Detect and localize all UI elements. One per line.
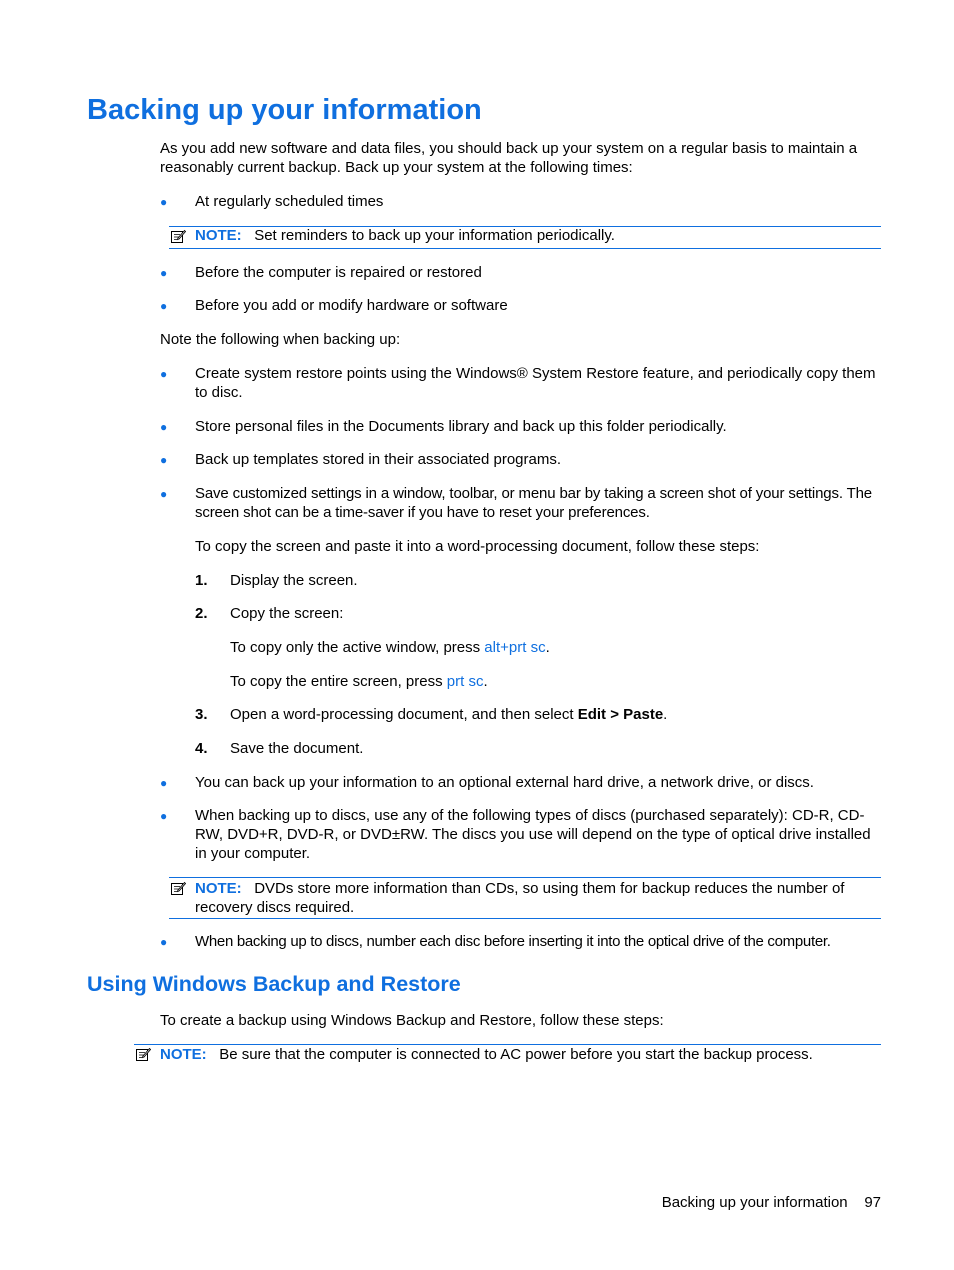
step-detail-text: To copy only the active window, press (230, 639, 485, 656)
note-body: Set reminders to back up your information periodically. (254, 227, 615, 244)
step-detail-text: To copy the entire screen, press (230, 673, 447, 690)
step-number: 3. (195, 706, 208, 723)
bullet-icon: ● (160, 935, 168, 949)
note-following-paragraph: Note the following when backing up: (160, 331, 401, 348)
period: . (545, 639, 550, 656)
bullet-icon: ● (160, 367, 168, 381)
note-text (195, 226, 885, 245)
intro-paragraph: As you add new software and data files, you should back up your system on a regular basis to maintain a reasonably current backup. Back up your system at the following times: (160, 140, 858, 176)
list-item: Store personal files in the Documents library and back up this folder periodically. (195, 418, 727, 435)
note-label: NOTE: (160, 1046, 207, 1063)
copy-intro-paragraph: To copy the screen and paste it into a word-processing document, follow these steps: (195, 538, 760, 555)
note-icon (170, 880, 186, 896)
step-text: Save the document. (230, 740, 364, 757)
step-number: 2. (195, 605, 208, 622)
section-title: Using Windows Backup and Restore (87, 972, 461, 996)
bullet-icon: ● (160, 266, 168, 280)
page-footer (662, 1193, 881, 1212)
step-detail (230, 638, 550, 657)
list-item: Before the computer is repaired or restored (195, 264, 482, 281)
bullet-icon: ● (160, 453, 168, 467)
bullet-icon: ● (160, 809, 168, 823)
note-label: NOTE: (195, 880, 242, 897)
list-item: Create system restore points using the Windows® System Restore feature, and periodically copy them to disc. (195, 365, 876, 401)
key-combo: alt+prt sc (484, 639, 546, 656)
page-title: Backing up your information (87, 94, 482, 126)
footer-section: Backing up your information (661, 1194, 848, 1211)
note-icon (170, 228, 186, 244)
list-item: Back up templates stored in their associated programs. (195, 451, 562, 468)
bullet-icon: ● (160, 776, 168, 790)
step-text: Copy the screen: (230, 605, 344, 622)
note-icon (135, 1046, 151, 1062)
period: . (483, 673, 488, 690)
step-text-prefix: Open a word-processing document, and then select (230, 706, 578, 723)
list-item: Save customized settings in a window, toolbar, or menu bar by taking a screen shot of your settings. The screen shot can be a time-saver if you have to reset your preferences. (195, 485, 873, 521)
step-number: 1. (195, 572, 208, 589)
step-number: 4. (195, 740, 208, 757)
period: . (663, 706, 668, 723)
list-item: You can back up your information to an optional external hard drive, a network drive, or discs. (195, 774, 814, 791)
bullet-icon: ● (160, 195, 168, 209)
step-text (230, 705, 667, 724)
note-body: DVDs store more information than CDs, so using them for backup reduces the number of recovery discs required. (195, 880, 845, 916)
note-text (195, 879, 885, 917)
bullet-icon: ● (160, 420, 168, 434)
key-combo: prt sc (446, 673, 484, 690)
note-body: Be sure that the computer is connected to AC power before you start the backup process. (219, 1046, 813, 1063)
page-number: 97 (864, 1194, 881, 1211)
bullet-icon: ● (160, 487, 168, 501)
menu-path: Edit > Paste (577, 706, 664, 723)
list-item: When backing up to discs, use any of the following types of discs (purchased separately): CD-R, CD-RW, DVD+R, DVD-R, or DVD±RW. The discs you use will depend on the type of optical drive installed in your computer. (195, 807, 871, 862)
list-item: At regularly scheduled times (195, 193, 384, 210)
note-text (160, 1045, 890, 1064)
step-text: Display the screen. (230, 572, 358, 589)
list-item: Before you add or modify hardware or software (195, 297, 508, 314)
bullet-icon: ● (160, 299, 168, 313)
note-label: NOTE: (195, 227, 242, 244)
section-intro-paragraph: To create a backup using Windows Backup and Restore, follow these steps: (160, 1012, 664, 1029)
list-item: When backing up to discs, number each disc before inserting it into the optical drive of the computer. (195, 933, 831, 950)
step-detail (230, 672, 488, 691)
